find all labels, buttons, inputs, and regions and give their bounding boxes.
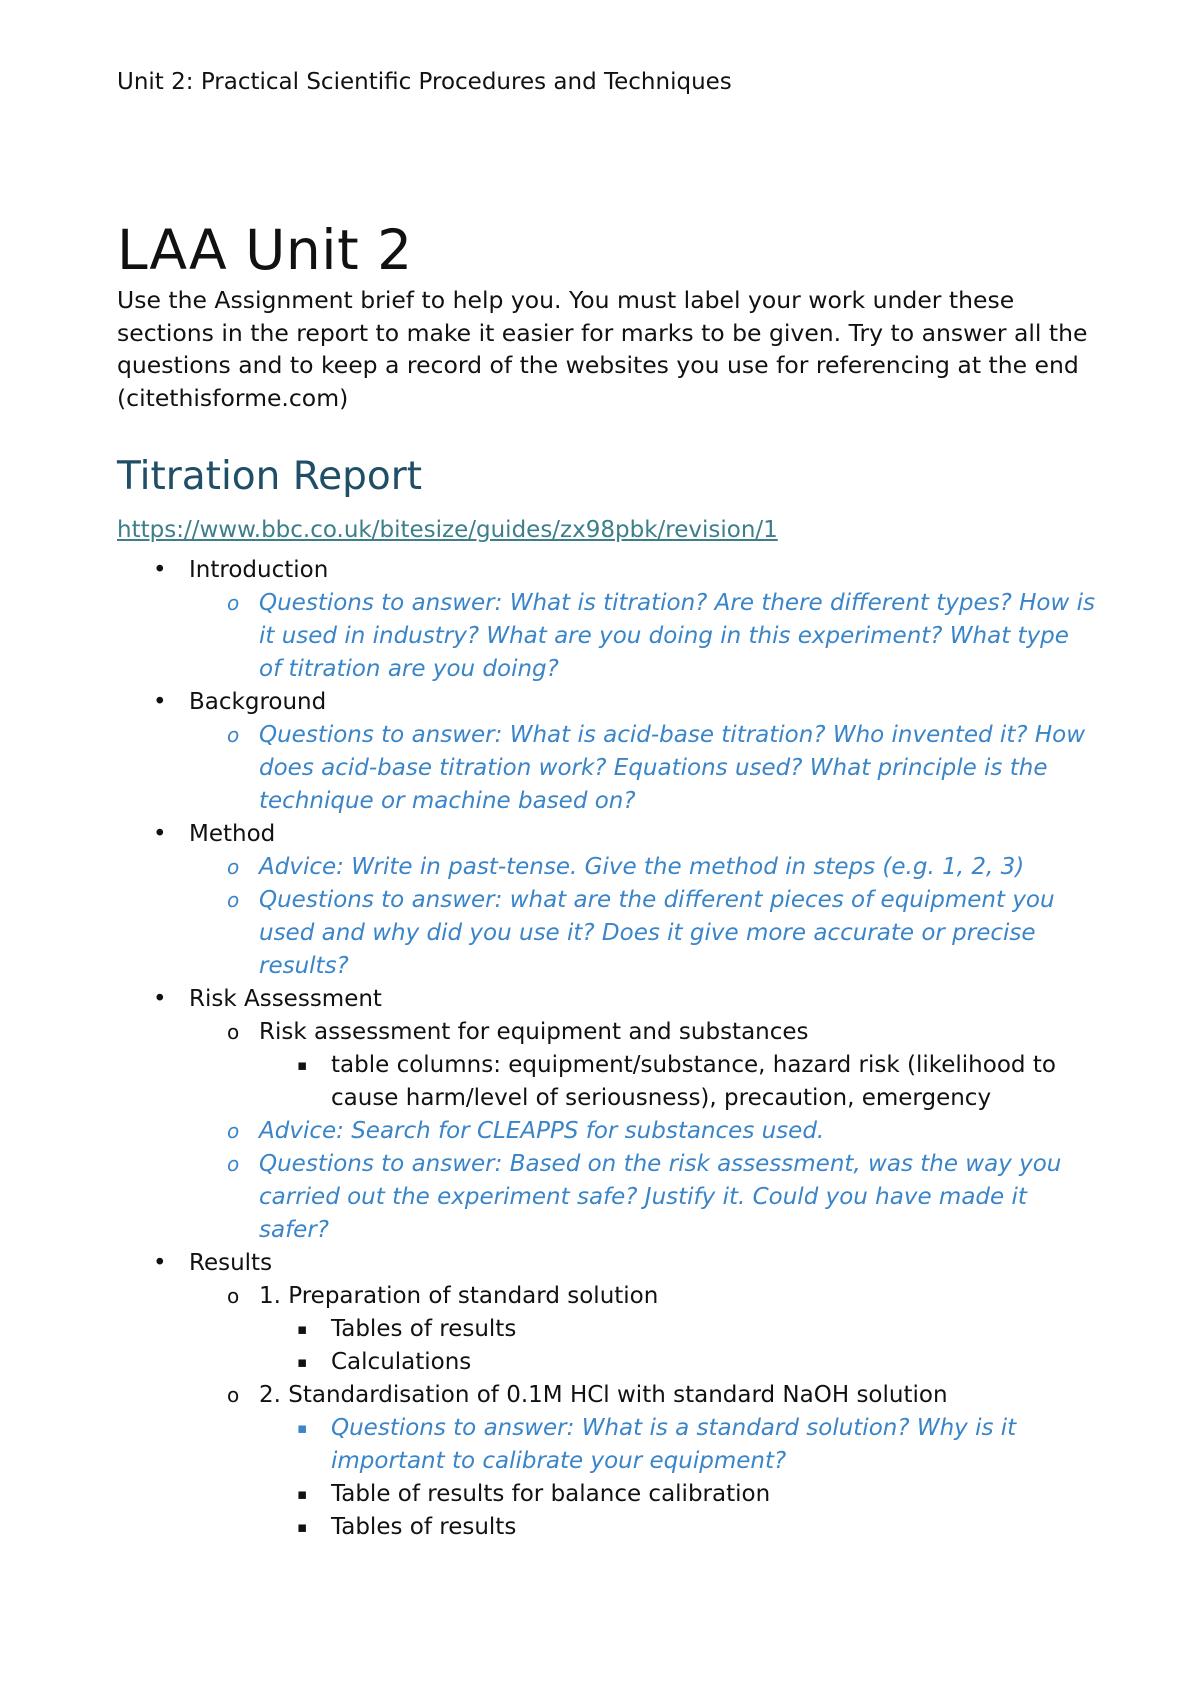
- running-header: Unit 2: Practical Scientific Procedures and Techniques: [117, 69, 732, 95]
- question-text: Questions to answer: What is titration? Are there different types? How is it used in industry? What are you doing in this experiment? What type of titration are you doing?: [259, 590, 1095, 682]
- sub-item-text: 1. Preparation of standard solution: [259, 1283, 659, 1309]
- question-text: Questions to answer: What is a standard solution? Why is it important to calibrate your equipment?: [331, 1415, 1017, 1474]
- outline-item-label: Introduction: [189, 557, 329, 583]
- intro-paragraph: Use the Assignment brief to help you. You must label your work under these sections in the report to make it easier for marks to be given. Try to answer all the questions and to keep a record of the websites you use for referencing at the end (citethisforme.com): [117, 286, 1088, 412]
- sub-item-text: 2. Standardisation of 0.1M HCl with standard NaOH solution: [259, 1382, 948, 1408]
- outline-item-label: Method: [189, 821, 276, 847]
- sub-list: [189, 587, 1097, 686]
- square-bullet-icon: ▪: [297, 1353, 308, 1371]
- circle-bullet-icon: o: [227, 591, 240, 615]
- detail-list: [259, 1049, 1097, 1115]
- square-bullet-icon: ▪: [297, 1485, 308, 1503]
- outline-item-results: [117, 1247, 1097, 1544]
- sub-item: [189, 1016, 1097, 1115]
- detail-text: Table of results for balance calibration: [331, 1481, 771, 1507]
- bullet-icon: •: [153, 1250, 167, 1276]
- outline-item-background: [117, 686, 1097, 818]
- circle-bullet-icon: o: [227, 1383, 240, 1407]
- outline-item-label: Results: [189, 1250, 273, 1276]
- outline-item-risk-assessment: [117, 983, 1097, 1247]
- sub-list: [189, 719, 1097, 818]
- square-bullet-icon: ▪: [297, 1518, 308, 1536]
- circle-bullet-icon: o: [227, 1119, 240, 1143]
- square-bullet-icon: ▪: [297, 1419, 308, 1437]
- outline-item-label: Risk Assessment: [189, 986, 382, 1012]
- bullet-icon: •: [153, 821, 167, 847]
- question-item: [189, 1148, 1097, 1247]
- circle-bullet-icon: o: [227, 855, 240, 879]
- detail-item: [259, 1313, 1097, 1346]
- detail-list: [259, 1412, 1097, 1544]
- outline-item-introduction: [117, 554, 1097, 686]
- square-bullet-icon: ▪: [297, 1056, 308, 1074]
- sub-item: [189, 1280, 1097, 1379]
- detail-text: table columns: equipment/substance, hazard risk (likelihood to cause harm/level of seriousness), precaution, emergency: [331, 1052, 1056, 1111]
- detail-list: [259, 1313, 1097, 1379]
- document-page: [117, 66, 1097, 1544]
- circle-bullet-icon: o: [227, 888, 240, 912]
- question-item: [189, 587, 1097, 686]
- question-text: Questions to answer: what are the different pieces of equipment you used and why did you use it? Does it give more accurate or precise results?: [259, 887, 1055, 979]
- document-title: LAA Unit 2: [117, 218, 413, 282]
- bullet-icon: •: [153, 689, 167, 715]
- advice-item: [189, 1115, 1097, 1148]
- sub-item-text: Risk assessment for equipment and substances: [259, 1019, 809, 1045]
- circle-bullet-icon: o: [227, 1284, 240, 1308]
- circle-bullet-icon: o: [227, 1020, 240, 1044]
- sub-list: [189, 1280, 1097, 1544]
- outline-item-label: Background: [189, 689, 327, 715]
- question-text: Questions to answer: Based on the risk assessment, was the way you carried out the experiment safe? Justify it. Could you have made it safer?: [259, 1151, 1062, 1243]
- question-item: [189, 884, 1097, 983]
- question-text: Questions to answer: What is acid-base titration? Who invented it? How does acid-base titration work? Equations used? What principle is the technique or machine based on?: [259, 722, 1086, 814]
- detail-item: [259, 1049, 1097, 1115]
- question-item: [259, 1412, 1097, 1478]
- detail-text: Tables of results: [331, 1514, 517, 1540]
- sub-list: [189, 851, 1097, 983]
- detail-text: Tables of results: [331, 1316, 517, 1342]
- bullet-icon: •: [153, 986, 167, 1012]
- detail-text: Calculations: [331, 1349, 472, 1375]
- sub-item: [189, 1379, 1097, 1544]
- square-bullet-icon: ▪: [297, 1320, 308, 1338]
- question-item: [189, 719, 1097, 818]
- circle-bullet-icon: o: [227, 1152, 240, 1176]
- detail-item: [259, 1511, 1097, 1544]
- outline-list: [117, 554, 1097, 1544]
- reference-link[interactable]: https://www.bbc.co.uk/bitesize/guides/zx98pbk/revision/1: [117, 517, 778, 543]
- circle-bullet-icon: o: [227, 723, 240, 747]
- advice-text: Advice: Search for CLEAPPS for substances used.: [259, 1118, 825, 1144]
- sub-list: [189, 1016, 1097, 1247]
- advice-item: [189, 851, 1097, 884]
- bullet-icon: •: [153, 557, 167, 583]
- outline-item-method: [117, 818, 1097, 983]
- detail-item: [259, 1346, 1097, 1379]
- detail-item: [259, 1478, 1097, 1511]
- advice-text: Advice: Write in past-tense. Give the method in steps (e.g. 1, 2, 3): [259, 854, 1025, 880]
- section-heading: Titration Report: [117, 454, 423, 499]
